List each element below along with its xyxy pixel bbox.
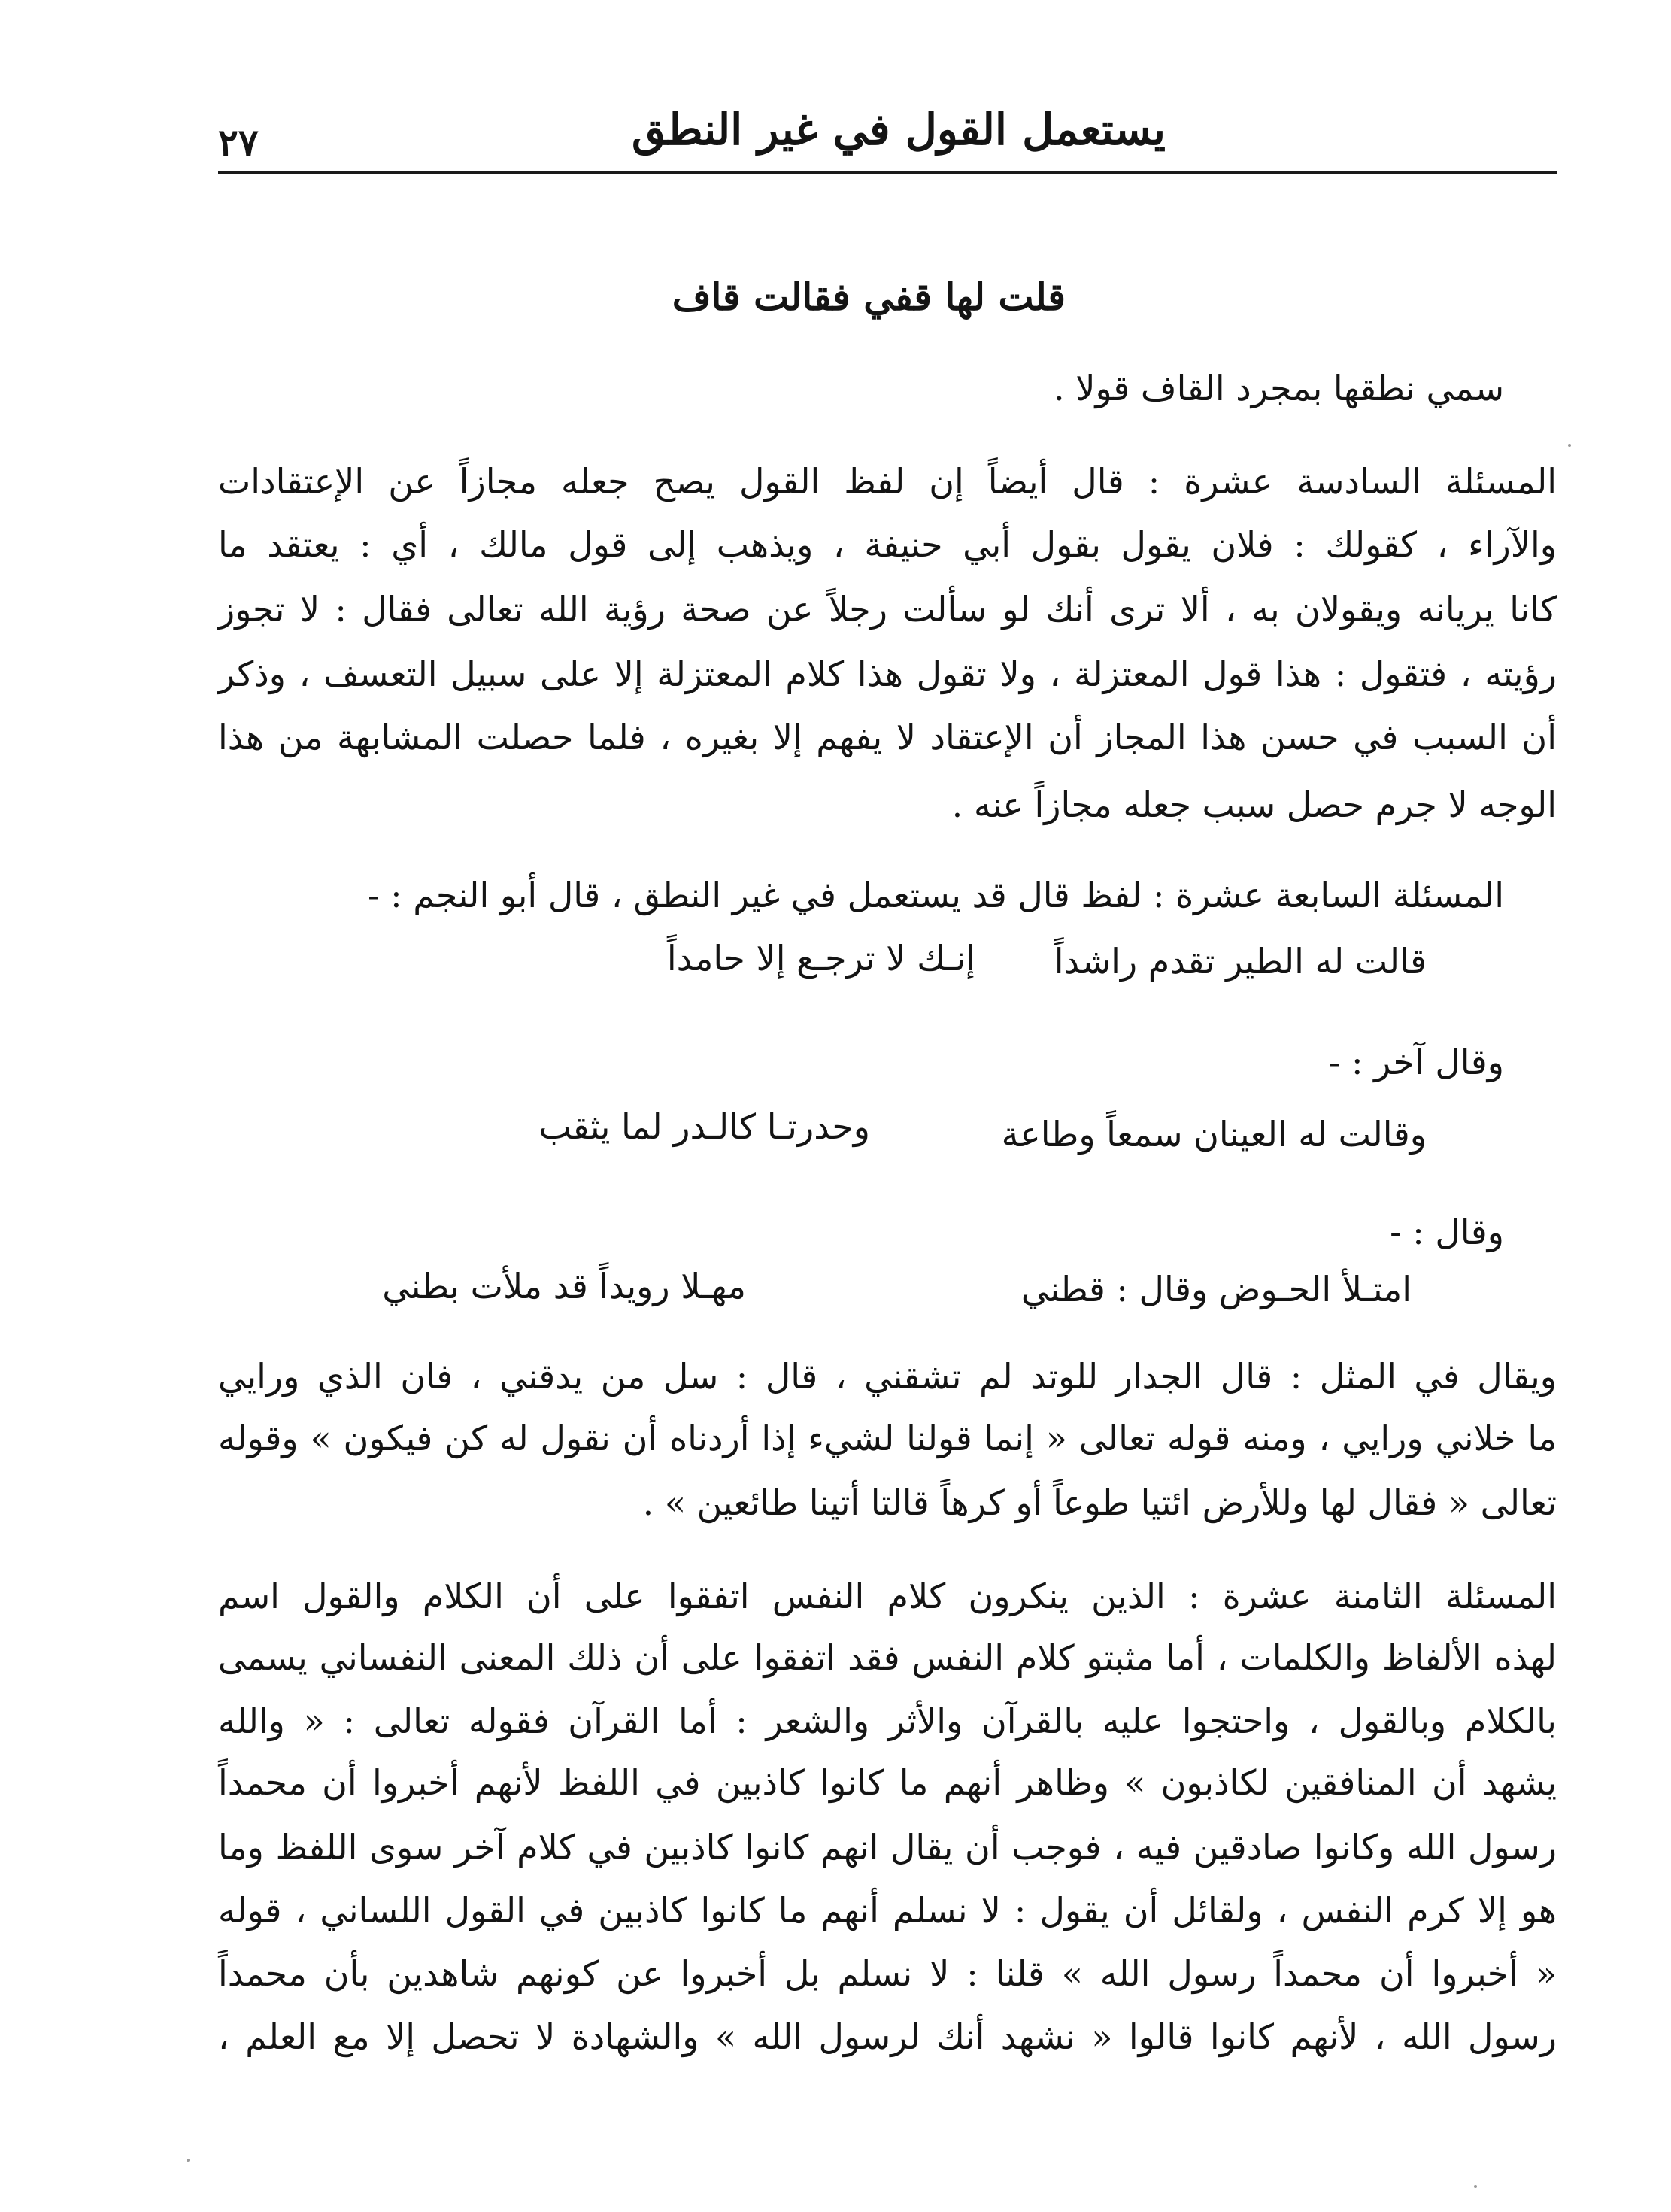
paragraph-line: الوجه لا جرم حصل سبب جعله مجازاً عنه . [951, 784, 1557, 825]
running-header [218, 90, 1557, 173]
verse-hemistich-first: وقالت له العينان سمعاً وطاعة [1001, 1114, 1427, 1155]
paragraph-line: بالكلام وبالقول ، واحتجوا عليه بالقرآن والأثر والشعر : أما القرآن فقوله تعالى : « والله [218, 1701, 1557, 1741]
verse-attribution: وقال : - [1390, 1212, 1504, 1252]
verse-quote: قلت لها قفي فقالت قاف [672, 275, 1066, 319]
paragraph-line: كانا يريانه ويقولان به ، ألا ترى أنك لو سألت رجلاً عن صحة رؤية الله تعالى فقال : لا تجوز [218, 589, 1557, 630]
paragraph-line: رسول الله ، لأنهم كانوا قالوا « نشهد أنك لرسول الله » والشهادة لا تحصل إلا مع العلم ، [218, 2016, 1557, 2057]
paragraph-line: هو إلا كرم النفس ، ولقائل أن يقول : لا نسلم أنهم ما كانوا كاذبين في القول اللساني ، قوله [218, 1890, 1557, 1931]
verse-hemistich-first: امتـلأ الحـوض وقال : قطني [1020, 1269, 1412, 1309]
paragraph-line: ما خلاني ورايي ، ومنه قوله تعالى « إنما قولنا لشيء إذا أردناه أن نقول له كن فيكون » وقوله [218, 1418, 1557, 1458]
paragraph-line: يشهد أن المنافقين لكاذبون » وظاهر أنهم ما كانوا كاذبين في اللفظ لأنهم أخبروا أن محمداً [218, 1762, 1557, 1803]
scan-speck [1568, 444, 1571, 447]
scan-speck [187, 2159, 190, 2162]
verse-hemistich-first: قالت له الطير تقدم راشداً [1054, 941, 1427, 982]
paragraph-line: المسئلة السادسة عشرة : قال أيضاً إن لفظ القول يصح جعله مجازاً عن الإعتقادات [218, 461, 1557, 502]
paragraph-line: رسول الله وكانوا صادقين فيه ، فوجب أن يقال انهم كانوا كاذبين في كلام آخر سوى اللفظ وما [218, 1827, 1557, 1868]
page-number: ٢٧ [218, 120, 259, 165]
verse-attribution: وقال آخر : - [1328, 1042, 1504, 1082]
paragraph-line: لهذه الألفاظ والكلمات ، أما مثبتو كلام النفس فقد اتفقوا على أن ذلك المعنى النفساني يسمى [218, 1637, 1557, 1678]
verse-note: سمي نطقها بمجرد القاف قولا . [1054, 368, 1504, 408]
header-title: يستعمل القول في غير النطق [632, 104, 1166, 155]
header-rule [218, 171, 1557, 174]
paragraph-line: رؤيته ، فتقول : هذا قول المعتزلة ، ولا تقول هذا كلام المعتزلة إلا على سبيل التعسف ، وذكر [218, 654, 1557, 694]
verse-hemistich-second: وحدرتـا كالـدر لما يثقب [538, 1106, 870, 1147]
paragraph-line: المسئلة الثامنة عشرة : الذين ينكرون كلام النفس اتفقوا على أن الكلام والقول اسم [218, 1576, 1557, 1616]
verse-hemistich-second: إنـك لا ترجـع إلا حامداً [666, 938, 975, 979]
paragraph-line: والآراء ، كقولك : فلان يقول بقول أبي حنيفة ، ويذهب إلى قول مالك ، أي : يعتقد ما [218, 524, 1557, 565]
scan-speck [1474, 2185, 1477, 2188]
paragraph-line: تعالى « فقال لها وللأرض ائتيا طوعاً أو كرهاً قالتا أتينا طائعين » . [642, 1482, 1557, 1523]
verse-hemistich-second: مهـلا رويداً قد ملأت بطني [382, 1266, 746, 1306]
paragraph-line: المسئلة السابعة عشرة : لفظ قال قد يستعمل في غير النطق ، قال أبو النجم : - [367, 875, 1504, 915]
paragraph-line: « أخبروا أن محمداً رسول الله » قلنا : لا نسلم بل أخبروا عن كونهم شاهدين بأن محمداً [218, 1953, 1557, 1994]
paragraph-line: أن السبب في حسن هذا المجاز أن الإعتقاد لا يفهم إلا بغيره ، فلما حصلت المشابهة من هذا [218, 717, 1557, 757]
paragraph-line: ويقال في المثل : قال الجدار للوتد لم تشقني ، قال : سل من يدقني ، فان الذي ورايي [218, 1356, 1557, 1397]
